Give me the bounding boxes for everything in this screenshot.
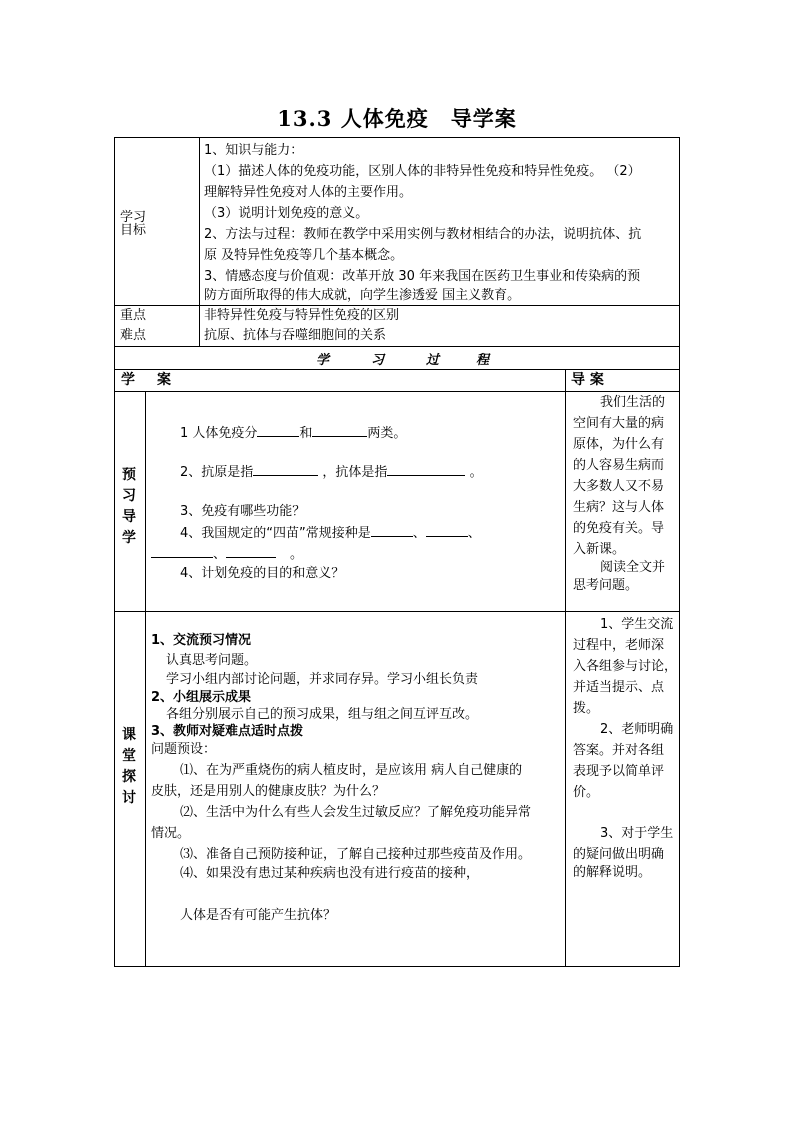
discussion-text: 认真思考问题。 [166,653,258,668]
discussion-guide: 1、学生交流 [600,617,674,632]
key-label: 重点 [120,308,147,323]
difficult-point: 抗原、抗体与吞噬细胞间的关系 [204,328,387,343]
discussion-heading-2: 2、小组展示成果 [151,690,252,705]
preview-q2: 2、抗原是指 ，抗体是指 。 [180,465,483,480]
discussion-text: ⑶、准备自己预防接种证，了解自己接种过那些疫苗及作用。 [180,847,532,862]
preview-guide: 原体，为什么有 [573,437,665,452]
discussion-text: 皮肤，还是用别人的健康皮肤？为什么？ [151,784,386,799]
process-char: 学 [316,353,330,368]
preview-guide: 思考问题。 [573,578,639,593]
column-student-plan: 学 案 [121,372,171,388]
discussion-guide: 的解释说明。 [573,865,652,880]
preview-label: 预习导学 [122,467,136,546]
discussion-guide: 表现予以简单评 [573,764,665,779]
title-suffix: 导学案 [450,106,517,131]
discussion-text: ⑵、生活中为什么有些人会发生过敏反应？了解免疫功能异常 [180,805,532,820]
discussion-guide: 3、对于学生 [600,826,674,841]
divider [114,391,680,392]
page-title [0,103,794,133]
discussion-guide: 答案。并对各组 [573,743,665,758]
discussion-text: 学习小组内部讨论问题，并求同存异。学习小组长负责 [166,672,479,687]
process-char: 过 [426,353,440,368]
divider [199,137,200,346]
preview-guide: 生病？这与人体 [573,500,665,515]
title-code: 13.3 [277,106,333,131]
discussion-guide: 2、老师明确 [600,722,674,737]
preview-guide: 空间有大量的病 [573,416,665,431]
goals-label: 学习 [120,210,147,225]
preview-guide: 大多数人又不易 [573,479,665,494]
discussion-text: 问题预设： [151,742,217,757]
discussion-guide: 价。 [573,785,600,800]
goals-line: （1）描述人体的免疫功能，区别人体的非特异性免疫和特异性免疫。 （2） [204,164,641,179]
discussion-guide: 过程中，老师深 [573,638,665,653]
process-char: 习 [371,353,385,368]
discussion-heading-3: 3、教师对疑难点适时点拨 [151,724,304,739]
goals-label: 目标 [120,223,147,238]
discussion-text: 人体是否有可能产生抗体？ [180,908,337,923]
discussion-text: 各组分别展示自己的预习成果，组与组之间互评互改。 [166,707,479,722]
preview-q4-cont: 、 。 [151,544,303,565]
preview-q3: 3、免疫有哪些功能？ [180,504,306,519]
divider [114,611,680,612]
title-topic: 人体免疫 [340,106,429,131]
divider [114,346,680,347]
preview-guide: 入新课。 [573,542,626,557]
preview-guide: 阅读全文并 [600,560,666,575]
discussion-label: 课堂探讨 [122,727,136,806]
discussion-guide: 拨。 [573,701,600,716]
divider [145,391,146,967]
preview-q4: 4、我国规定的“四苗”常规接种是 、 、 [180,526,481,541]
column-teacher-guide: 导 案 [571,372,604,388]
goals-line: 2、方法与过程：教师在教学中采用实例与教材相结合的办法，说明抗体、抗 [204,227,642,242]
preview-q5: 4、计划免疫的目的和意义？ [180,566,345,581]
preview-guide: 的免疫有关。导 [573,521,665,536]
difficult-label: 难点 [120,328,147,343]
goals-line: 原 及特异性免疫等几个基本概念。 [204,248,404,263]
discussion-text: ⑷、如果没有患过某种疾病也没有进行疫苗的接种， [180,866,480,881]
preview-guide: 的人容易生病而 [573,458,665,473]
process-header [316,349,489,368]
discussion-guide: 的疑问做出明确 [573,847,665,862]
preview-guide: 我们生活的 [600,395,666,410]
key-point: 非特异性免疫与特异性免疫的区别 [204,308,400,323]
discussion-text: ⑴、在为严重烧伤的病人植皮时，是应该用 病人自己健康的 [180,763,523,778]
preview-q1: 1 人体免疫分 和 两类。 [180,426,407,441]
goals-line: （3）说明计划免疫的意义。 [204,206,369,221]
discussion-text: 情况。 [151,826,191,841]
discussion-heading-1: 1、交流预习情况 [151,633,252,648]
goals-line: 1、知识与能力： [204,143,304,158]
divider [565,369,566,967]
process-char: 程 [476,353,490,368]
goals-line: 防方面所取得的伟大成就，向学生渗透爱 国主义教育。 [204,288,521,303]
goals-line: 理解特异性免疫对人体的主要作用。 [204,185,413,200]
discussion-guide: 入各组参与讨论， [573,659,678,674]
discussion-guide: 并适当提示、点 [573,680,665,695]
goals-line: 3、情感态度与价值观：改革开放 30 年来我国在医药卫生事业和传染病的预 [204,269,641,284]
